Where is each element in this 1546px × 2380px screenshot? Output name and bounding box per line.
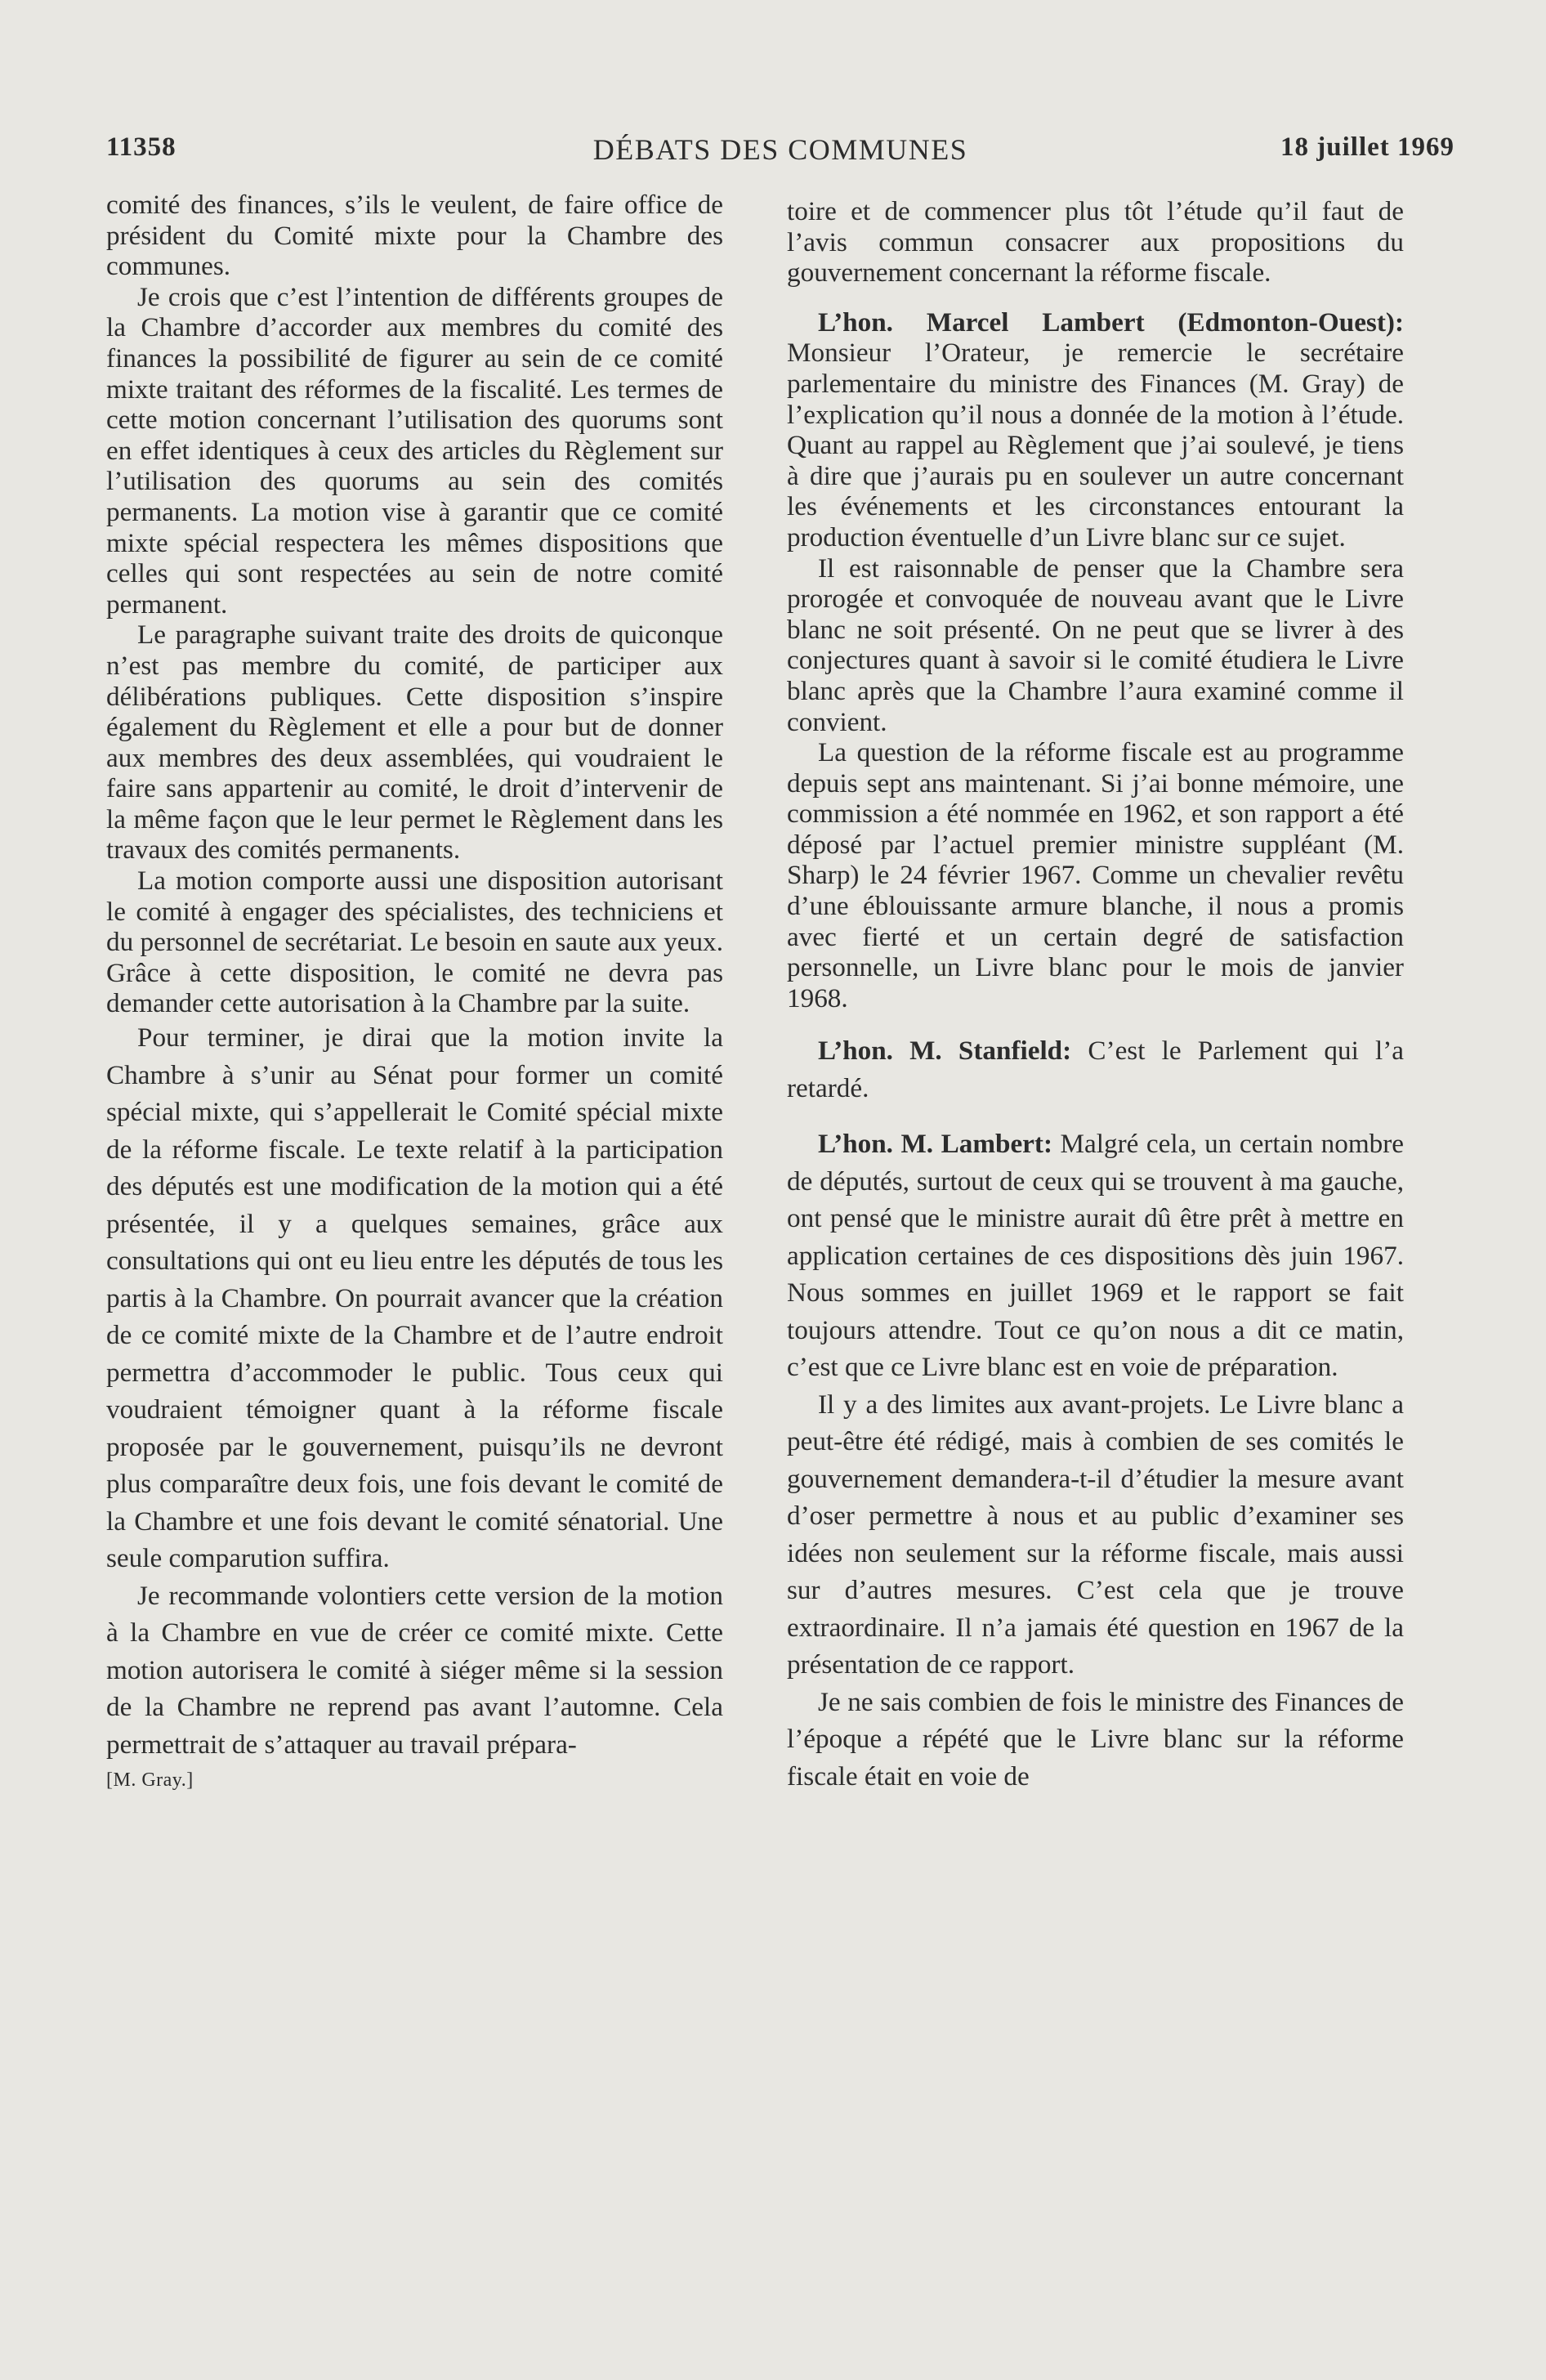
publication-date: 18 juillet 1969 <box>1280 132 1454 162</box>
right-column <box>787 196 1404 1795</box>
speech-paragraph <box>787 307 1404 553</box>
paragraph: comité des finances, s’ils le veulent, de faire office de président du Comité mixte pour la Chambre des communes. <box>106 190 723 282</box>
publication-title: DÉBATS DES COMMUNES <box>592 133 968 166</box>
speech-text: Malgré cela, un certain nombre de députés, surtout de ceux qui se trouvent à ma gauche, ont pensé que le ministre aurait dû être prêt à mettre en application certaines de ces dispositions dès juin 1967. Nous sommes en juillet 1969 et le rapport se fait toujours attendre. Tout ce qu’on nous a dit ce matin, c’est que ce Livre blanc est en voie de préparation. <box>787 1129 1405 1383</box>
paragraph: Je recommande volontiers cette version de la motion à la Chambre en vue de créer ce comité mixte. Cette motion autorisera le comité à siéger même si la session de la Chambre ne reprend pas avant l’automne. Cela permettrait de s’attaquer au travail prépara- <box>106 1580 723 1760</box>
left-column <box>106 190 723 1792</box>
speech-text: Monsieur l’Orateur, je remercie le secrétaire parlementaire du ministre des Finances (M. Gray) de l’explication qu’il nous a donnée de la motion à l’étude. Quant au rappel au Règlement que j’ai soulevé, je tiens à dire que j’aurais pu en soulever un autre concernant les événements et les circonstances entourant la production éventuelle d’un Livre blanc sur ce sujet. <box>787 338 1404 552</box>
paragraph: Il y a des limites aux avant-projets. Le Livre blanc a peut-être été rédigé, mais à combien de ses comités le gouvernement demandera-t-il d’étudier la mesure avant d’oser permettre à nous et au public d’examiner ses idées non seulement sur la réforme fiscale, mais aussi sur d’autres mesures. C’est cela que je trouve extraordinaire. Il n’a jamais été question en 1967 de la présentation de ce rapport. <box>787 1389 1404 1680</box>
speech-paragraph <box>787 1125 1404 1386</box>
speech-paragraph <box>787 1032 1404 1107</box>
page-header <box>106 132 1454 172</box>
paragraph: toire et de commencer plus tôt l’étude qu’il faut de l’avis commun consacrer aux propositions du gouvernement concernant la réforme fiscale. <box>787 196 1404 289</box>
speech-text: C’est le Parlement qui l’a retardé. <box>787 1036 1405 1103</box>
paragraph: Le paragraphe suivant traite des droits de quiconque n’est pas membre du comité, de participer aux délibérations publiques. Cette disposition s’inspire également du Règlement et elle a pour but de donner aux membres des deux assemblées, qui voudraient le faire sans appartenir au comité, le droit d’intervenir de la même façon que le leur permet le Règlement dans les travaux des comités permanents. <box>106 620 723 866</box>
paragraph: La motion comporte aussi une disposition autorisant le comité à engager des spécialistes, des techniciens et du personnel de secrétariat. Le besoin en saute aux yeux. Grâce à cette disposition, le comité ne devra pas demander cette autorisation à la Chambre par la suite. <box>106 866 723 1019</box>
paragraph: Je ne sais combien de fois le ministre des Finances de l’époque a répété que le Livre blanc sur la réforme fiscale était en voie de <box>787 1686 1404 1792</box>
speaker-name: L’hon. M. Stanfield: <box>818 1036 1072 1067</box>
speaker-attribution: [M. Gray.] <box>106 1769 194 1792</box>
speaker-name: L’hon. M. Lambert: <box>818 1129 1053 1160</box>
paragraph: La question de la réforme fiscale est au programme depuis sept ans maintenant. Si j’ai bonne mémoire, une commission a été nommée en 1962, et son rapport a été déposé par l’actuel premier ministre suppléant (M. Sharp) le 24 février 1967. Comme un chevalier revêtu d’une éblouissante armure blanche, il nous a promis avec fierté et un certain degré de satisfaction personnelle, un Livre blanc pour le mois de janvier 1968. <box>787 737 1404 1013</box>
paragraph: Je crois que c’est l’intention de différents groupes de la Chambre d’accorder aux membres du comité des finances la possibilité de figurer au sein de ce comité mixte traitant des réformes de la fiscalité. Les termes de cette motion concernant l’utilisation des quorums sont en effet identiques à ceux des articles du Règlement sur l’utilisation des quorums au sein des comités permanents. La motion vise à garantir que ce comité mixte spécial respectera les mêmes dispositions que celles qui sont respectées au sein de notre comité permanent. <box>106 281 723 620</box>
paragraph: Il est raisonnable de penser que la Chambre sera prorogée et convoquée de nouveau avant que le Livre blanc ne soit présenté. On ne peut que se livrer à des conjectures quant à savoir si le comité étudiera le Livre blanc après que la Chambre l’aura examiné comme il convient. <box>787 552 1404 737</box>
speaker-name: L’hon. Marcel Lambert (Edmonton-Ouest): <box>818 306 1404 338</box>
paragraph: Pour terminer, je dirai que la motion invite la Chambre à s’unir au Sénat pour former un comité spécial mixte, qui s’appellerait le Comité spécial mixte de la réforme fiscale. Le texte relatif à la participation des députés est une modification de la motion qui a été présentée, il y a quelques semaines, grâce aux consultations qui ont eu lieu entre les députés de tous les partis à la Chambre. On pourrait avancer que la création de ce comité mixte de la Chambre et de l’autre endroit permettra d’accommoder le public. Tous ceux qui voudraient témoigner quant à la réforme fiscale proposée par le gouvernement, puisqu’ils ne devront plus comparaître deux fois, une fois devant le comité de la Chambre et une fois devant le comité sénatorial. Une seule comparution suffira. <box>106 1022 723 1574</box>
page-number: 11358 <box>106 132 176 162</box>
